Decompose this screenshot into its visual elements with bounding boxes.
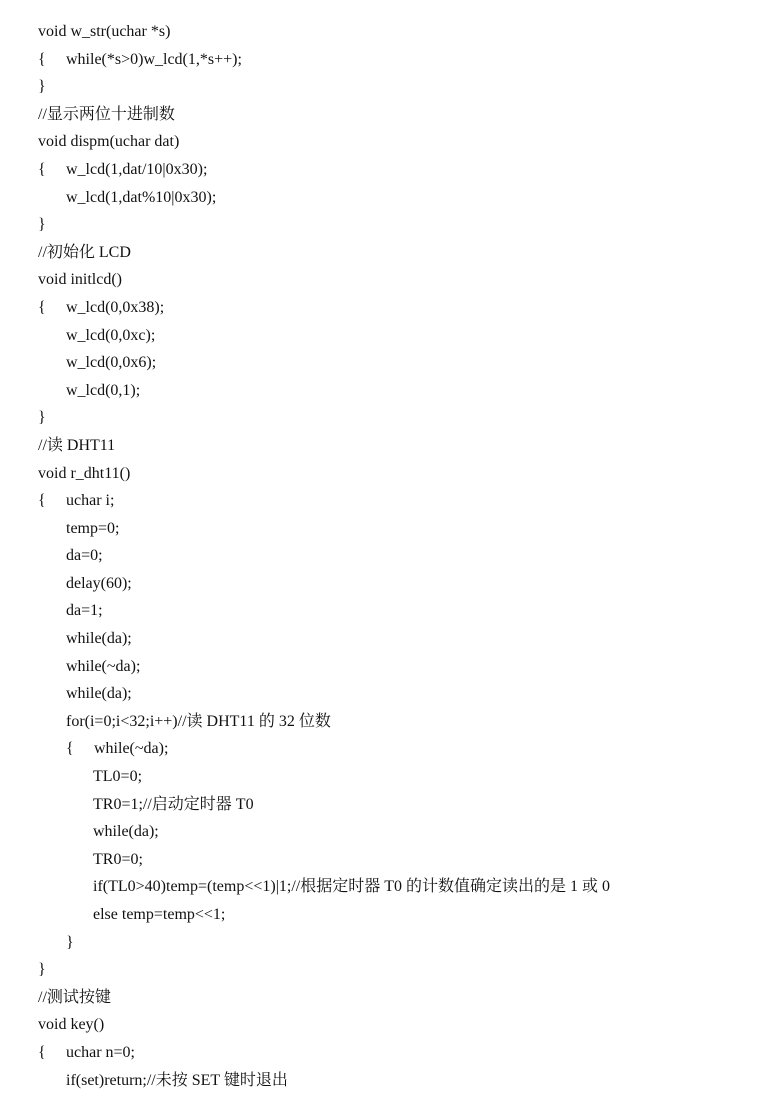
code-line — [38, 1039, 738, 1067]
code-line — [38, 294, 738, 322]
code-line — [38, 846, 738, 874]
code-line — [38, 901, 738, 929]
code-line — [38, 1067, 738, 1095]
open-brace: { — [38, 50, 46, 68]
code-text: w_lcd(1,dat%10|0x30); — [66, 188, 217, 206]
code-text: w_lcd(0,0x6); — [66, 354, 157, 372]
code-text: w_lcd(0,0x38); — [66, 298, 165, 316]
code-text: //显示两位十进制数 — [38, 105, 175, 123]
open-brace: { — [66, 740, 74, 758]
code-line — [38, 184, 738, 212]
code-line — [38, 763, 738, 791]
code-line — [38, 708, 738, 736]
code-text: if(set)return;//未按 SET 键时退出 — [66, 1071, 288, 1089]
code-text: delay(60); — [66, 574, 132, 592]
code-text: } — [38, 216, 46, 234]
code-text: for(i=0;i<32;i++)//读 DHT11 的 32 位数 — [66, 712, 331, 730]
code-line — [38, 487, 738, 515]
code-text: void key() — [38, 1016, 105, 1034]
code-line — [38, 460, 738, 488]
code-line — [38, 625, 738, 653]
code-line — [38, 18, 738, 46]
open-brace: { — [38, 160, 46, 178]
open-brace: { — [38, 492, 46, 510]
code-text: void r_dht11() — [38, 464, 131, 482]
code-line — [38, 791, 738, 819]
code-line — [38, 73, 738, 101]
code-text: //读 DHT11 — [38, 436, 116, 454]
code-text: while(~da); — [66, 657, 141, 675]
code-line — [38, 515, 738, 543]
code-line — [38, 818, 738, 846]
code-text: void dispm(uchar dat) — [38, 133, 180, 151]
code-line — [38, 570, 738, 598]
open-brace: { — [38, 1043, 46, 1061]
open-brace: { — [38, 298, 46, 316]
code-text: TR0=0; — [93, 850, 143, 868]
code-text: while(da); — [66, 685, 132, 703]
code-text: while(da); — [66, 630, 132, 648]
code-line — [38, 266, 738, 294]
code-text: while(da); — [93, 823, 159, 841]
code-line — [38, 211, 738, 239]
code-line — [38, 735, 738, 763]
code-text: } — [38, 78, 46, 96]
code-line — [38, 873, 738, 901]
code-text: } — [38, 961, 46, 979]
code-text: TL0=0; — [93, 768, 143, 786]
code-text: void w_str(uchar *s) — [38, 23, 171, 40]
code-line — [38, 956, 738, 984]
code-text: uchar n=0; — [66, 1043, 135, 1061]
code-line — [38, 542, 738, 570]
code-line — [38, 377, 738, 405]
code-text: while(~da); — [94, 740, 169, 758]
code-text: w_lcd(0,0xc); — [66, 326, 156, 344]
code-line — [38, 929, 738, 957]
code-comment — [38, 101, 738, 129]
code-text: da=1; — [66, 602, 103, 620]
code-text: uchar i; — [66, 492, 115, 510]
code-line — [38, 156, 738, 184]
code-text: } — [38, 409, 46, 427]
code-text: //测试按键 — [38, 988, 111, 1006]
code-listing — [38, 18, 738, 1094]
code-text: da=0; — [66, 547, 103, 565]
code-line — [38, 597, 738, 625]
code-comment — [38, 984, 738, 1012]
code-line — [38, 349, 738, 377]
code-line — [38, 1011, 738, 1039]
code-text: while(*s>0)w_lcd(1,*s++); — [66, 50, 242, 68]
code-text: void initlcd() — [38, 271, 122, 289]
code-line — [38, 46, 738, 74]
code-text: //初始化 LCD — [38, 243, 131, 261]
code-line — [38, 680, 738, 708]
code-line — [38, 653, 738, 681]
code-comment — [38, 432, 738, 460]
code-text: TR0=1;//启动定时器 T0 — [93, 795, 254, 813]
code-line — [38, 322, 738, 350]
code-line — [38, 404, 738, 432]
code-text: if(TL0>40)temp=(temp<<1)|1;//根据定时器 T0 的计数值确定读出的是 1 或 0 — [93, 878, 611, 896]
code-text: w_lcd(0,1); — [66, 381, 141, 399]
code-comment — [38, 239, 738, 267]
code-text: else temp=temp<<1; — [93, 906, 226, 923]
code-line — [38, 128, 738, 156]
code-text: temp=0; — [66, 519, 120, 537]
code-text: w_lcd(1,dat/10|0x30); — [66, 160, 208, 178]
code-text: } — [66, 933, 74, 951]
